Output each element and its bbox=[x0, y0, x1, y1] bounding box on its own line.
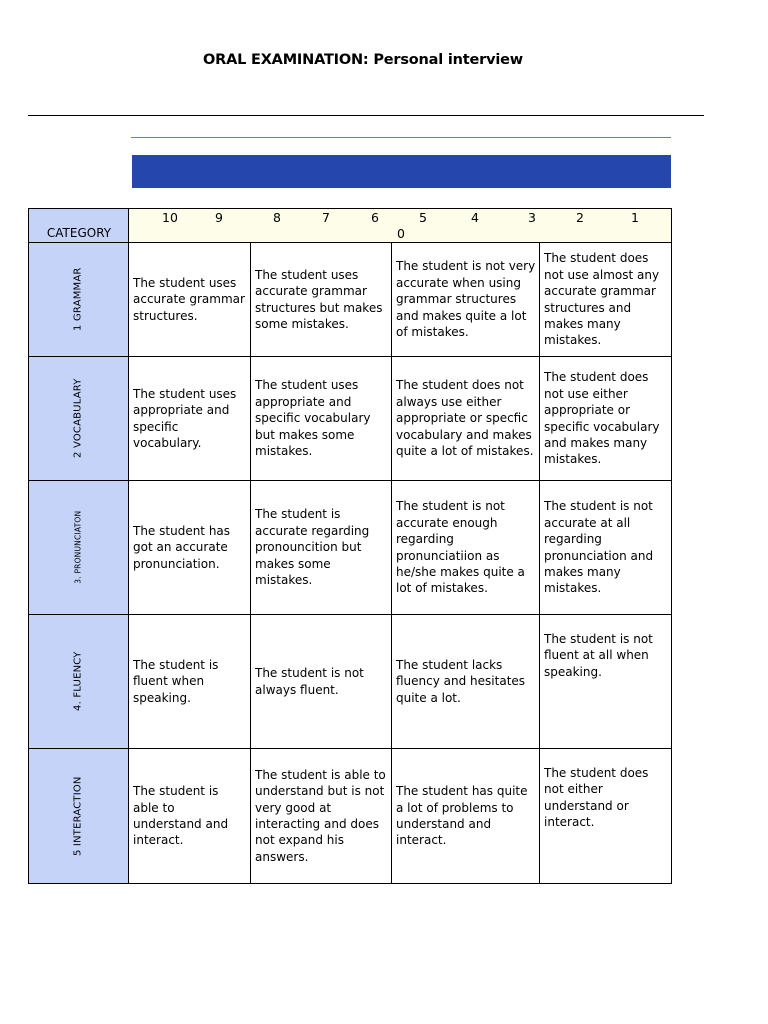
descriptor-text: The student is able to understand but is not very good at interacting and does not expand his answers. bbox=[255, 767, 386, 864]
category-cell-grammar bbox=[28, 242, 129, 357]
horizontal-divider bbox=[28, 115, 704, 116]
blue-divider bbox=[131, 137, 671, 138]
score-label: 0 bbox=[397, 226, 405, 241]
category-cell-vocabulary bbox=[28, 356, 129, 481]
descriptor-cell bbox=[250, 614, 392, 749]
category-label: 2 VOCABULARY bbox=[72, 378, 84, 459]
category-label: 4. FLUENCY bbox=[72, 651, 84, 712]
rubric-table bbox=[28, 208, 672, 884]
descriptor-text: The student is fluent when speaking. bbox=[133, 657, 219, 705]
score-label: 9 bbox=[215, 210, 223, 225]
descriptor-text: The student is accurate regarding pronouncition but makes some mistakes. bbox=[255, 507, 370, 588]
category-label: 1 GRAMMAR bbox=[72, 267, 84, 332]
descriptor-text: The student does not use either appropriate or specific vocabulary and makes many mistakes. bbox=[544, 370, 660, 467]
descriptor-cell bbox=[391, 242, 540, 357]
category-cell-interaction bbox=[28, 748, 129, 884]
category-label: 3. PRONUNCIATON bbox=[73, 511, 83, 584]
category-header bbox=[28, 208, 129, 243]
descriptor-cell bbox=[391, 356, 540, 481]
descriptor-cell bbox=[128, 748, 251, 884]
descriptor-text: The student has quite a lot of problems to understand and interact. bbox=[396, 784, 528, 848]
descriptor-cell bbox=[539, 480, 672, 615]
descriptor-text: The student uses appropriate and specific vocabulary but makes some mistakes. bbox=[255, 378, 371, 459]
descriptor-cell bbox=[391, 480, 540, 615]
descriptor-text: The student does not use almost any accurate grammar structures and makes many mistakes. bbox=[544, 251, 660, 348]
score-scale-header bbox=[128, 208, 672, 243]
score-label: 1 bbox=[631, 210, 639, 225]
descriptor-cell bbox=[250, 242, 392, 357]
score-label: 4 bbox=[471, 210, 479, 225]
descriptor-cell bbox=[128, 480, 251, 615]
descriptor-cell bbox=[539, 356, 672, 481]
descriptor-text: The student is able to understand and interact. bbox=[133, 784, 229, 848]
score-label: 2 bbox=[576, 210, 584, 225]
descriptor-text: The student is not always fluent. bbox=[255, 666, 364, 697]
category-label: 5 INTERACTION bbox=[72, 776, 84, 856]
descriptor-cell bbox=[128, 356, 251, 481]
descriptor-cell bbox=[391, 614, 540, 749]
descriptor-text: The student is not accurate enough regarding pronunciatiion as he/she makes quite a lot of mistakes. bbox=[396, 499, 525, 596]
descriptor-cell bbox=[539, 614, 672, 749]
category-cell-pronunciation bbox=[28, 480, 129, 615]
descriptor-text: The student uses accurate grammar structures but makes some mistakes. bbox=[255, 267, 383, 331]
descriptor-cell bbox=[128, 242, 251, 357]
descriptor-cell bbox=[250, 480, 392, 615]
score-label: 6 bbox=[371, 210, 379, 225]
descriptor-text: The student is not fluent at all when speaking. bbox=[544, 632, 653, 679]
document-title: ORAL EXAMINATION: Personal interview bbox=[203, 52, 523, 68]
descriptor-cell bbox=[539, 748, 672, 884]
descriptor-text: The student is not very accurate when using grammar structures and makes quite a lot of mistakes. bbox=[396, 259, 536, 340]
descriptor-text: The student has got an accurate pronunciation. bbox=[133, 523, 231, 571]
blue-header-band bbox=[132, 155, 671, 188]
descriptor-cell bbox=[128, 614, 251, 749]
descriptor-text: The student is not accurate at all regarding pronunciation and makes many mistakes. bbox=[544, 499, 654, 596]
descriptor-cell bbox=[250, 748, 392, 884]
descriptor-text: The student does not always use either appropriate or specfic vocabulary and makes quite a lot of mistakes. bbox=[396, 378, 534, 459]
descriptor-cell bbox=[391, 748, 540, 884]
descriptor-text: The student uses accurate grammar structures. bbox=[133, 275, 245, 323]
descriptor-cell bbox=[539, 242, 672, 357]
descriptor-text: The student uses appropriate and specific vocabulary. bbox=[133, 386, 237, 450]
descriptor-text: The student does not either understand or interact. bbox=[544, 766, 649, 830]
score-label: 7 bbox=[322, 210, 330, 225]
descriptor-text: The student lacks fluency and hesitates quite a lot. bbox=[396, 657, 526, 705]
category-cell-fluency bbox=[28, 614, 129, 749]
descriptor-cell bbox=[250, 356, 392, 481]
score-label: 8 bbox=[273, 210, 281, 225]
category-header-label: CATEGORY bbox=[46, 225, 112, 240]
score-label: 5 bbox=[419, 210, 427, 225]
score-label: 3 bbox=[528, 210, 536, 225]
score-label: 10 bbox=[162, 210, 178, 225]
